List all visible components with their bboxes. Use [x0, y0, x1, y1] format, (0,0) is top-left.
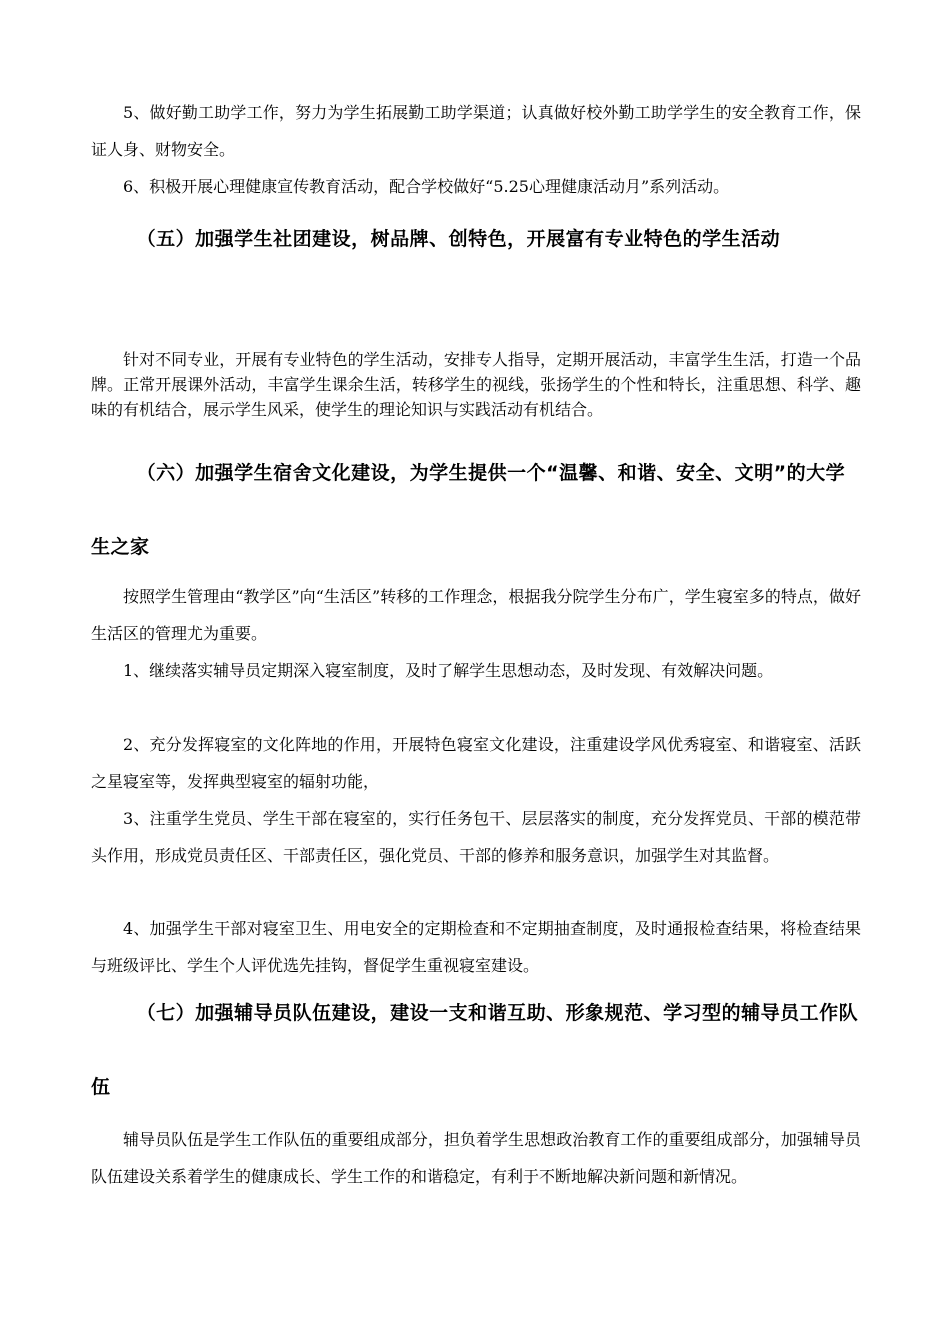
paragraph-mental-health: 6、积极开展心理健康宣传教育活动，配合学校做好“5.25心理健康活动月”系列活动。 [123, 177, 730, 196]
paragraph-dorm-intro: 按照学生管理由“教学区”向“生活区”转移的工作理念，根据我分院学生分布广，学生寝室多的特点，做好生活区的管理尤为重要。 [91, 587, 861, 643]
heading-section-6: （六）加强学生宿舍文化建设，为学生提供一个“温馨、和谐、安全、文明”的大学生之家 [91, 462, 846, 558]
paragraph-dorm-item-1: 1、继续落实辅导员定期深入寝室制度，及时了解学生思想动态，及时发现、有效解决问题。 [123, 661, 774, 680]
heading-section-7: （七）加强辅导员队伍建设，建设一支和谐互助、形象规范、学习型的辅导员工作队伍 [91, 1002, 859, 1098]
paragraph-work-study: 5、做好勤工助学工作，努力为学生拓展勤工助学渠道；认真做好校外勤工助学学生的安全教育工作，保证人身、财物安全。 [91, 103, 861, 159]
paragraph-dorm-item-2: 2、充分发挥寝室的文化阵地的作用，开展特色寝室文化建设，注重建设学风优秀寝室、和谐寝室、活跃之星寝室等，发挥典型寝室的辐射功能， [91, 735, 861, 791]
paragraph-dorm-item-4: 4、加强学生干部对寝室卫生、用电安全的定期检查和不定期抽查制度，及时通报检查结果，将检查结果与班级评比、学生个人评优选先挂钩，督促学生重视寝室建设。 [91, 919, 861, 975]
paragraph-counselor-team: 辅导员队伍是学生工作队伍的重要组成部分，担负着学生思想政治教育工作的重要组成部分，加强辅导员队伍建设关系着学生的健康成长、学生工作的和谐稳定，有利于不断地解决新问题和新情况。 [91, 1130, 861, 1186]
paragraph-dorm-item-3: 3、注重学生党员、学生干部在寝室的，实行任务包干、层层落实的制度，充分发挥党员、干部的模范带头作用，形成党员责任区、干部责任区，强化党员、干部的修养和服务意识，加强学生对其监督。 [91, 809, 861, 865]
heading-section-5: （五）加强学生社团建设，树品牌、创特色，开展富有专业特色的学生活动 [136, 228, 781, 250]
paragraph-club-activities: 针对不同专业，开展有专业特色的学生活动，安排专人指导，定期开展活动，丰富学生生活，打造一个品牌。正常开展课外活动，丰富学生课余生活，转移学生的视线，张扬学生的个性和特长，注重思想、科学、趣味的有机结合，展示学生风采，使学生的理论知识与实践活动有机结合。 [91, 350, 861, 419]
